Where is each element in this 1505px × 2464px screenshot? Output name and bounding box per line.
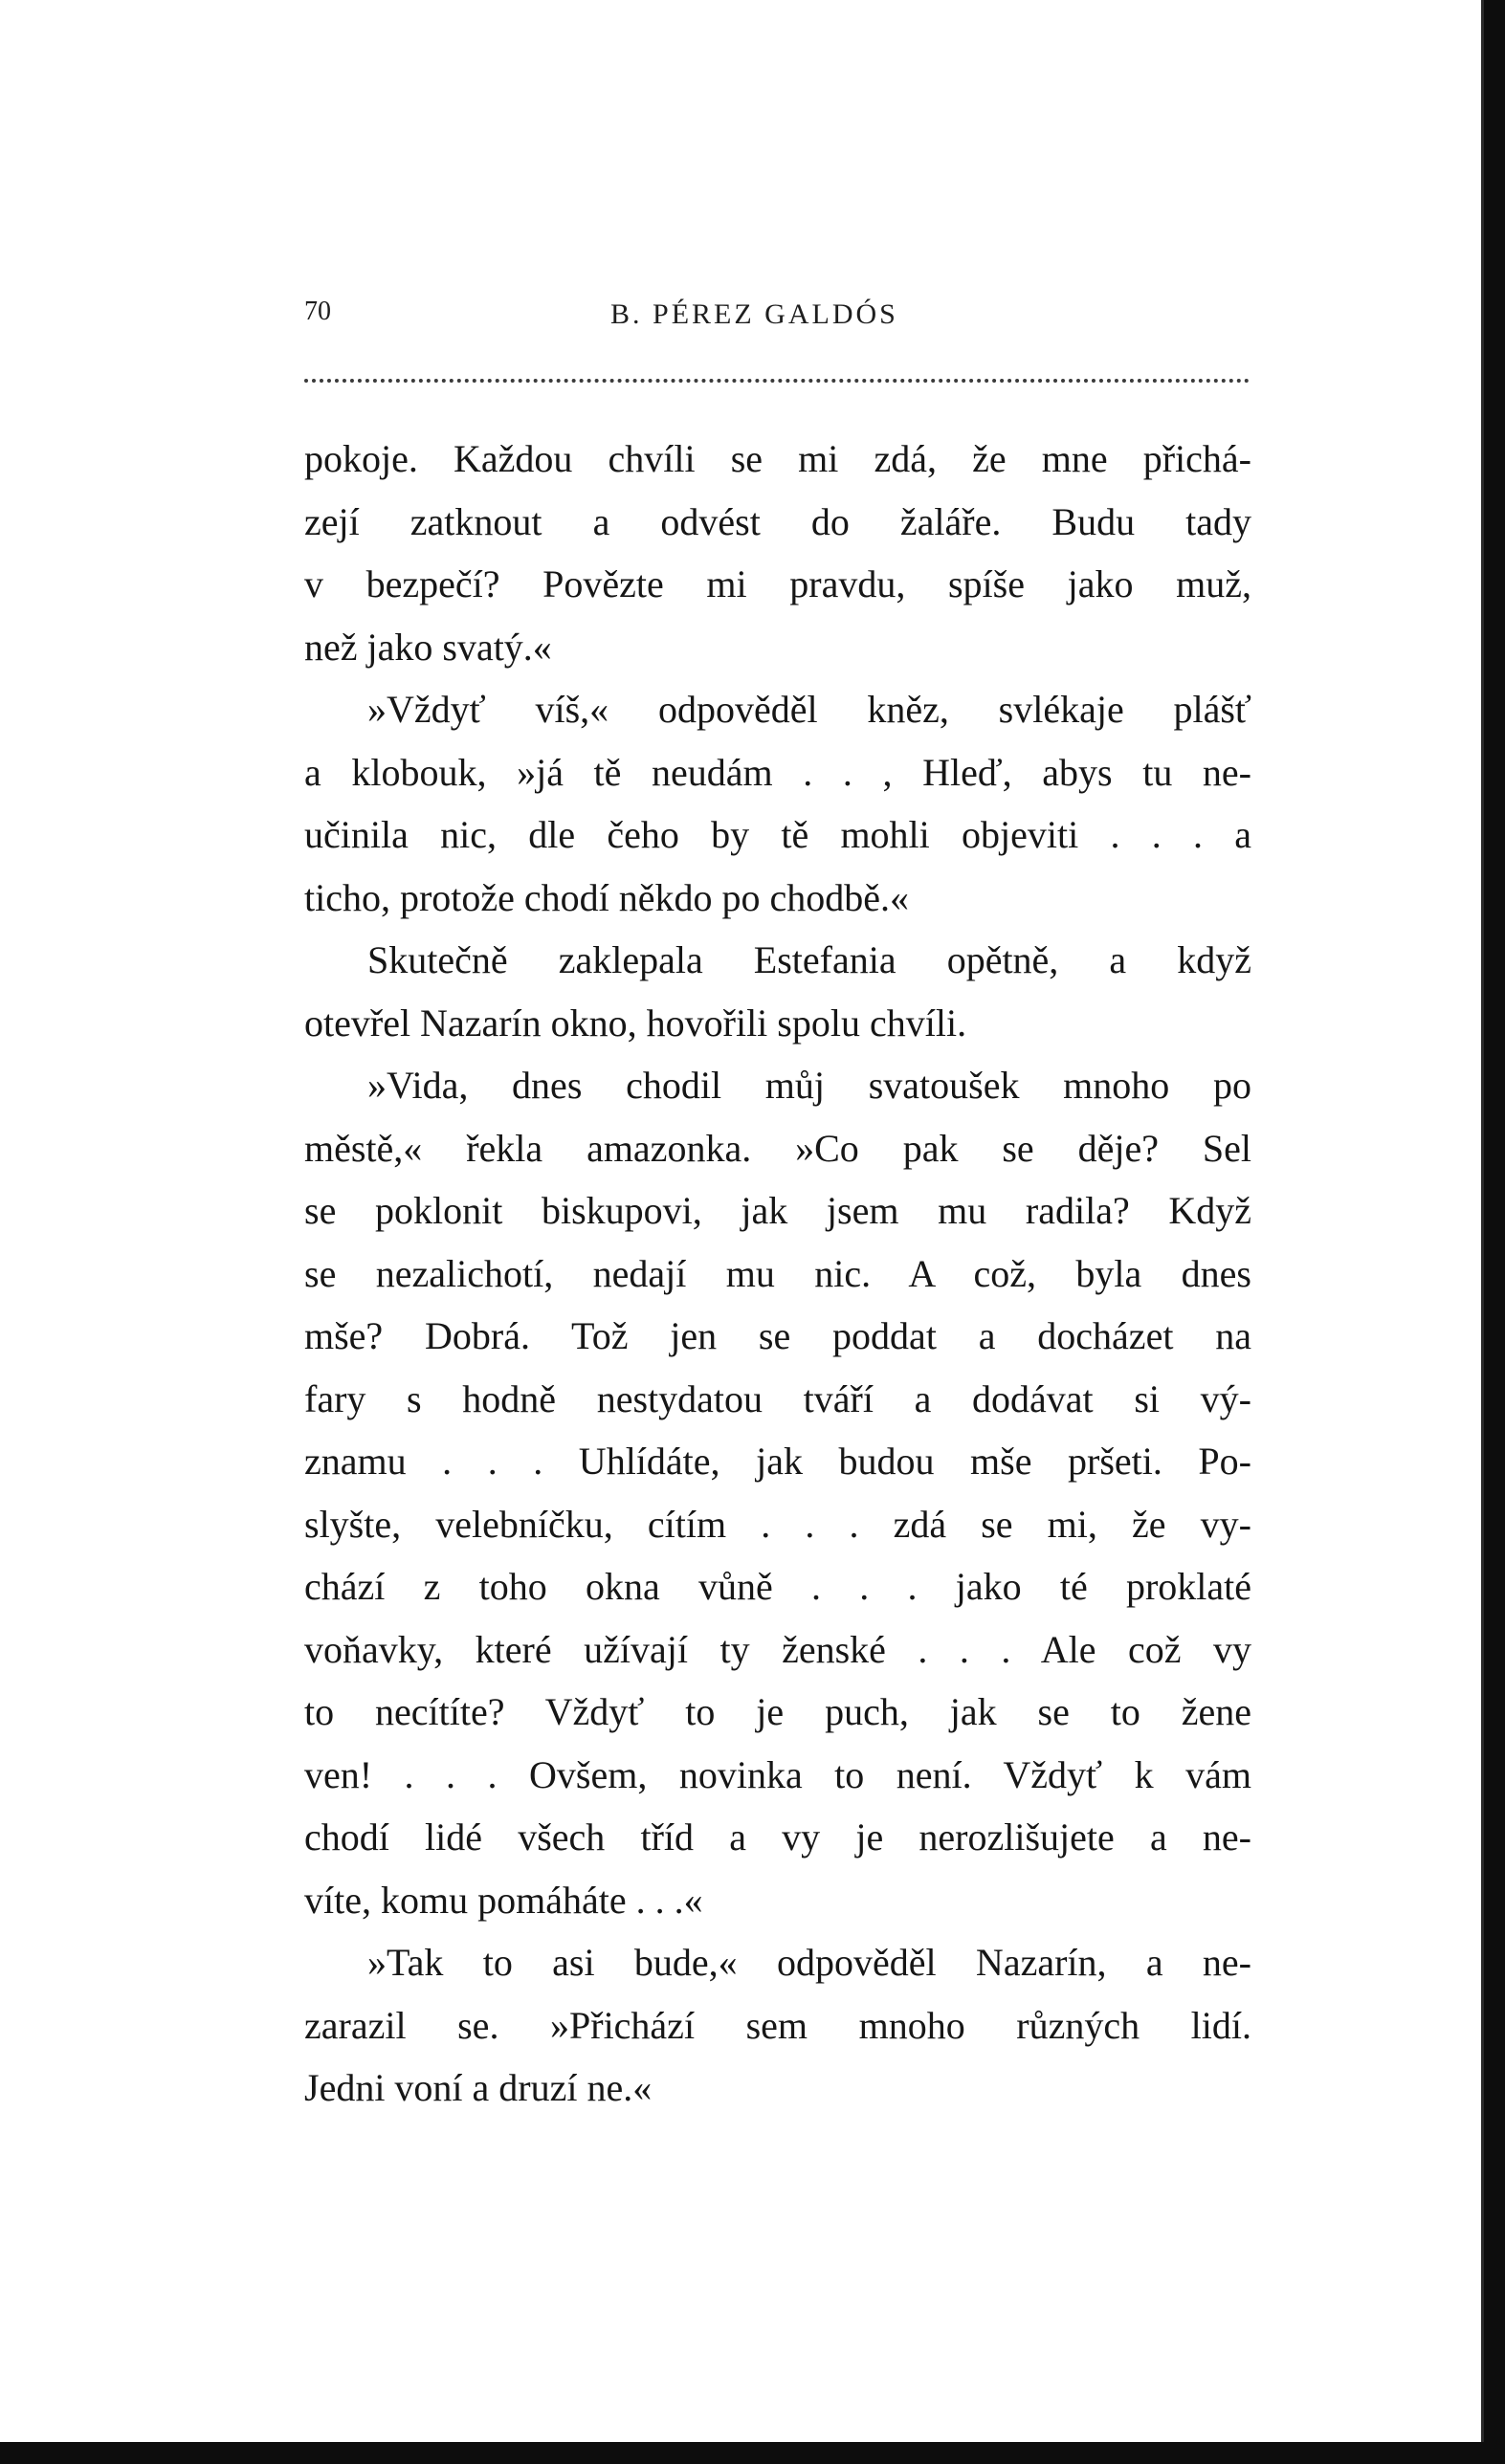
text-line: otevřel Nazarín okno, hovořili spolu chvíli. [304, 1001, 967, 1045]
header-rule [304, 379, 1250, 383]
running-head: B. PÉREZ GALDÓS [610, 298, 898, 330]
text-line: než jako svatý.« [304, 625, 552, 669]
text-line: zarazil se. »Přichází sem mnoho různých lidí. [304, 2003, 1251, 2047]
scan-edge-right [1484, 0, 1505, 2464]
text-line: se nezalichotí, nedají mu nic. A což, byla dnes [304, 1251, 1251, 1295]
page-number: 70 [304, 297, 331, 326]
text-line: chází z toho okna vůně . . . jako té proklaté [304, 1565, 1251, 1608]
text-line: fary s hodně nestydatou tváří a dodávat si vý- [304, 1376, 1251, 1420]
text-line: chodí lidé všech tříd a vy je nerozlišujete a ne- [304, 1815, 1251, 1859]
text-line: ticho, protože chodí někdo po chodbě.« [304, 875, 910, 919]
text-line: učinila nic, dle čeho by tě mohli objeviti . . . a [304, 813, 1251, 856]
text-line: a klobouk, »já tě neudám . . , Hleď, abys tu ne- [304, 750, 1251, 794]
body-text [304, 428, 1251, 2120]
text-line: městě,« řekla amazonka. »Co pak se děje? Sel [304, 1126, 1251, 1170]
text-line: víte, komu pomáháte . . .« [304, 1878, 703, 1922]
text-line: »Vždyť víš,« odpověděl kněz, svlékaje plášť [367, 688, 1251, 731]
text-line: zejí zatknout a odvést do žaláře. Budu tady [304, 499, 1251, 543]
text-line: voňavky, které užívají ty ženské . . . Ale což vy [304, 1627, 1251, 1671]
text-line: se poklonit biskupovi, jak jsem mu radila? Když [304, 1189, 1251, 1232]
text-line: mše? Dobrá. Tož jen se poddat a docházet na [304, 1314, 1251, 1357]
text-line: znamu . . . Uhlídáte, jak budou mše pršeti. Po- [304, 1440, 1251, 1483]
text-line: pokoje. Každou chvíli se mi zdá, že mne přichá- [304, 437, 1251, 480]
text-line: Jedni voní a druzí ne.« [304, 2066, 653, 2109]
scan-edge-bottom [0, 2442, 1505, 2464]
text-line: ven! . . . Ovšem, novinka to není. Vždyť k vám [304, 1752, 1251, 1796]
text-line: to necítíte? Vždyť to je puch, jak se to žene [304, 1690, 1251, 1733]
text-line: slyšte, velebníčku, cítím . . . zdá se mi, že vy- [304, 1502, 1251, 1546]
text-line: Skutečně zaklepala Estefania opětně, a když [367, 938, 1251, 981]
text-line: »Vida, dnes chodil můj svatoušek mnoho po [367, 1064, 1251, 1107]
page-header [304, 287, 1251, 344]
text-line: »Tak to asi bude,« odpověděl Nazarín, a ne- [367, 1941, 1251, 1984]
text-line: v bezpečí? Povězte mi pravdu, spíše jako muž, [304, 562, 1251, 605]
